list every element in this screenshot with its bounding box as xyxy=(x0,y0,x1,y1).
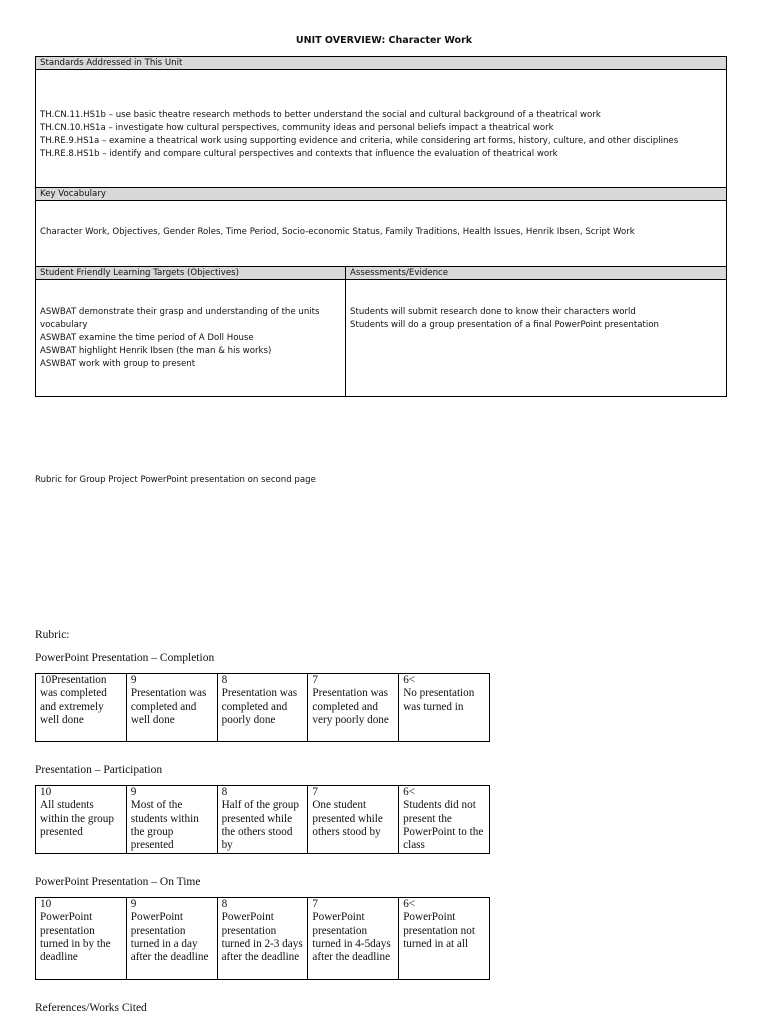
rubric-cell xyxy=(308,898,399,980)
rubric-row xyxy=(36,898,490,980)
rubric-score: 7 xyxy=(312,898,318,910)
rubric-table-completion xyxy=(35,673,490,742)
rubric-score: 6< xyxy=(403,786,416,798)
rubric-score: 10 xyxy=(40,786,52,798)
rubric-cell xyxy=(36,786,127,854)
rubric-score: 9 xyxy=(130,674,137,686)
rubric-description: All students within the group presented xyxy=(40,799,114,838)
standards-header: Standards Addressed in This Unit xyxy=(36,57,726,70)
target-line: ASWBAT highlight Henrik Ibsen (the man & his works) xyxy=(40,346,272,356)
rubric-score: 8 xyxy=(221,786,228,798)
standard-line: TH.CN.10.HS1a – investigate how cultural perspectives, community ideas and personal beliefs impact a theatrical work xyxy=(40,123,554,133)
rubric-score: 8 xyxy=(221,674,228,686)
rubric-description: Presentation was completed and well done xyxy=(130,687,207,726)
rubric-cell xyxy=(217,786,308,854)
standards-body xyxy=(36,70,726,188)
vocabulary-body xyxy=(36,201,726,267)
rubric-cell xyxy=(36,674,127,742)
rubric-title: PowerPoint Presentation – On Time xyxy=(35,876,201,888)
assessment-line: Students will do a group presentation of a final PowerPoint presentation xyxy=(350,320,659,330)
rubric-title: Presentation – Participation xyxy=(35,764,163,776)
rubric-score: 10 xyxy=(40,674,52,686)
rubric-description: PowerPoint presentation not turned in at all xyxy=(403,911,475,950)
overview-table xyxy=(35,56,727,397)
rubric-table-participation xyxy=(35,785,490,854)
rubric-score: 8 xyxy=(221,898,228,910)
references-heading: References/Works Cited xyxy=(35,1002,147,1014)
rubric-cell xyxy=(217,674,308,742)
rubric-description: Presentation was completed and poorly done xyxy=(221,687,298,726)
targets-header: Student Friendly Learning Targets (Objectives) xyxy=(36,267,345,280)
rubric-description: Half of the group presented while the others stood by xyxy=(221,799,299,852)
rubric-score: 9 xyxy=(130,898,137,910)
rubric-score: 10 xyxy=(40,898,52,910)
rubric-cell xyxy=(217,898,308,980)
rubric-row xyxy=(36,786,490,854)
target-line: ASWBAT demonstrate their grasp and understanding of the units vocabulary xyxy=(40,307,320,330)
vocabulary-header: Key Vocabulary xyxy=(36,188,726,201)
standard-line: TH.RE.9.HS1a – examine a theatrical work using supporting evidence and criteria, while considering art forms, history, culture, and other disciplines xyxy=(40,136,679,146)
rubric-cell xyxy=(126,898,217,980)
standard-line: TH.RE.8.HS1b – identify and compare cultural perspectives and contexts that influence the evaluation of theatrical work xyxy=(40,149,558,159)
target-line: ASWBAT work with group to present xyxy=(40,359,196,369)
targets-body xyxy=(36,280,345,397)
rubric-score: 7 xyxy=(312,674,319,686)
rubric-description: No presentation was turned in xyxy=(403,687,475,713)
rubric-description: Presentation was completed and extremely well done xyxy=(40,674,107,726)
rubric-label: Rubric: xyxy=(35,629,70,641)
rubric-cell xyxy=(308,786,399,854)
rubric-table-on-time xyxy=(35,897,490,980)
rubric-score: 6< xyxy=(403,674,416,686)
page-title: UNIT OVERVIEW: Character Work xyxy=(295,35,473,46)
assessments-body xyxy=(346,280,726,397)
rubric-note: Rubric for Group Project PowerPoint presentation on second page xyxy=(35,475,316,485)
rubric-score: 9 xyxy=(130,786,137,798)
rubric-score: 7 xyxy=(312,786,318,798)
standard-line: TH.CN.11.HS1b – use basic theatre research methods to better understand the social and cultural background of a theatrical work xyxy=(40,110,601,120)
rubric-description: PowerPoint presentation turned in a day after the deadline xyxy=(130,911,209,964)
rubric-description: Most of the students within the group presented xyxy=(130,799,199,852)
rubric-row xyxy=(36,674,490,742)
rubric-cell xyxy=(126,674,217,742)
rubric-description: PowerPoint presentation turned in 2-3 days after the deadline xyxy=(221,911,303,964)
assessments-header: Assessments/Evidence xyxy=(346,267,726,280)
assessments-column xyxy=(346,267,726,397)
rubric-score: 6< xyxy=(403,898,416,910)
rubric-cell xyxy=(399,674,490,742)
targets-column xyxy=(36,267,346,397)
targets-assessments-row xyxy=(36,267,726,397)
rubric-description: Students did not present the PowerPoint to the class xyxy=(403,799,484,852)
rubric-description: Presentation was completed and very poorly done xyxy=(312,687,389,726)
rubric-cell xyxy=(399,786,490,854)
rubric-title: PowerPoint Presentation – Completion xyxy=(35,652,215,664)
target-line: ASWBAT examine the time period of A Doll House xyxy=(40,333,254,343)
rubric-description: One student presented while others stood by xyxy=(312,799,383,838)
assessment-line: Students will submit research done to know their characters world xyxy=(350,307,636,317)
rubric-cell xyxy=(399,898,490,980)
rubric-description: PowerPoint presentation turned in 4-5days after the deadline xyxy=(312,911,391,964)
rubric-cell xyxy=(308,674,399,742)
vocabulary-text: Character Work, Objectives, Gender Roles, Time Period, Socio-economic Status, Family Traditions, Health Issues, Henrik Ibsen, Script Work xyxy=(40,227,635,237)
rubric-cell xyxy=(126,786,217,854)
rubric-cell xyxy=(36,898,127,980)
rubric-description: PowerPoint presentation turned in by the deadline xyxy=(40,911,111,964)
